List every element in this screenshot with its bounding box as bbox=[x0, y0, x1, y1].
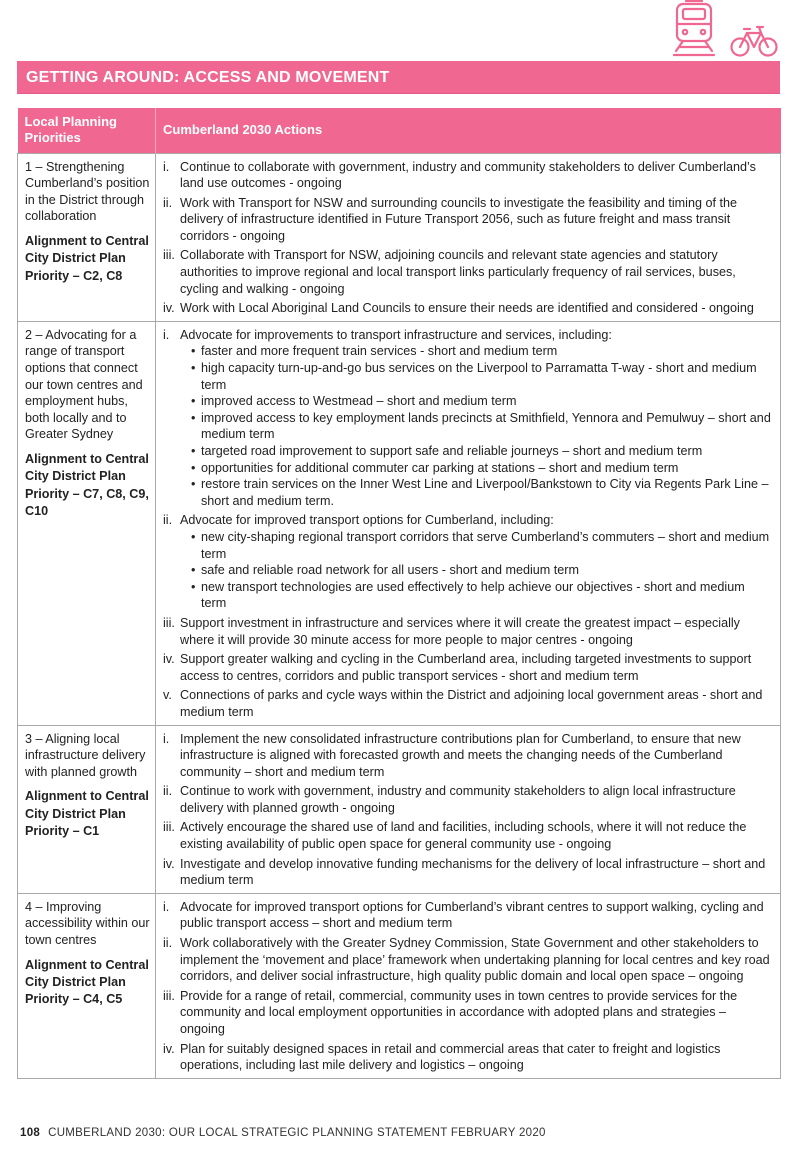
action-bullet: • high capacity turn-up-and-go bus services on the Liverpool to Parramatta T-way - short and medium term bbox=[191, 360, 773, 393]
action-item bbox=[163, 159, 773, 192]
action-item bbox=[163, 819, 773, 852]
table-body bbox=[18, 153, 781, 1078]
action-item bbox=[163, 615, 773, 648]
action-item bbox=[163, 1041, 773, 1074]
action-number: ii. bbox=[163, 195, 173, 210]
action-bullet: • targeted road improvement to support safe and reliable journeys – short and medium term bbox=[191, 443, 773, 460]
actions-cell bbox=[156, 153, 781, 321]
action-text: Support investment in infrastructure and services where it will create the greatest impact – especially where it will provide 30 minute access for more people to major centres - ongoing bbox=[180, 615, 740, 647]
actions-list bbox=[163, 899, 773, 1074]
priority-alignment: Alignment to Central City District Plan Priority – C4, C5 bbox=[25, 957, 149, 1007]
action-item bbox=[163, 899, 773, 932]
action-text: Connections of parks and cycle ways within the District and adjoining local government areas - short and medium term bbox=[180, 688, 763, 719]
action-number: iv. bbox=[163, 652, 175, 667]
priority-title: 2 – Advocating for a range of transport options that connect our town centres and employment hubs, both locally and to Greater Sydney bbox=[25, 327, 143, 442]
action-item bbox=[163, 247, 773, 297]
action-bullet: • new transport technologies are used effectively to help achieve our objectives - short and medium term bbox=[191, 579, 773, 612]
action-text: Work collaboratively with the Greater Sydney Commission, State Government and other stakeholders to implement the ‘movement and place’ framework when undertaking planning for local centres and key road corridors, and deliver social infrastructure, high quality public domain and local open space – ongoing bbox=[180, 936, 770, 984]
section-banner bbox=[17, 61, 780, 94]
table-row bbox=[18, 725, 781, 893]
priority-cell bbox=[18, 321, 156, 725]
actions-cell bbox=[156, 321, 781, 725]
action-text: Support greater walking and cycling in the Cumberland area, including targeted investments to support access to centres, corridors and public transport services - short and medium term bbox=[180, 652, 752, 683]
action-text: Investigate and develop innovative funding mechanisms for the delivery of local infrastructure – short and medium term bbox=[180, 856, 766, 888]
action-item bbox=[163, 512, 773, 612]
action-bullet: • improved access to Westmead – short and medium term bbox=[191, 393, 773, 410]
action-item bbox=[163, 731, 773, 781]
action-text: Work with Local Aboriginal Land Councils to ensure their needs are identified and considered - ongoing bbox=[180, 301, 754, 316]
action-item bbox=[163, 687, 773, 720]
header-local-planning-priorities: Local Planning Priorities bbox=[18, 108, 156, 153]
action-text: Advocate for improved transport options for Cumberland’s vibrant centres to support walking, cycling and public transport access – short and medium term bbox=[180, 899, 764, 931]
action-text: Advocate for improved transport options for Cumberland, including: bbox=[180, 513, 554, 528]
page-number: 108 bbox=[20, 1127, 41, 1139]
action-item bbox=[163, 856, 773, 889]
action-number: i. bbox=[163, 899, 170, 914]
action-number: iv. bbox=[163, 856, 175, 871]
table-row bbox=[18, 321, 781, 725]
action-text: Implement the new consolidated infrastructure contributions plan for Cumberland, to ensure that new infrastructure is aligned with forecasted growth and meets the changing needs of the Cumberland community – short and medium term bbox=[180, 731, 741, 779]
action-number: v. bbox=[163, 688, 172, 703]
actions-cell bbox=[156, 725, 781, 893]
table-row bbox=[18, 153, 781, 321]
action-bullet-list bbox=[180, 343, 773, 509]
action-number: iv. bbox=[163, 301, 175, 316]
actions-cell bbox=[156, 893, 781, 1078]
action-number: ii. bbox=[163, 513, 173, 528]
action-text: Actively encourage the shared use of land and facilities, including schools, where it will not reduce the existing availability of public open space for general community use - ongoing bbox=[180, 820, 747, 852]
priority-cell bbox=[18, 893, 156, 1078]
action-number: iii. bbox=[163, 248, 175, 263]
actions-table bbox=[17, 108, 781, 1079]
priority-alignment: Alignment to Central City District Plan Priority – C1 bbox=[25, 789, 149, 839]
action-number: iv. bbox=[163, 1041, 175, 1056]
priority-title: 3 – Aligning local infrastructure delivery with planned growth bbox=[25, 731, 146, 779]
action-text: Collaborate with Transport for NSW, adjoining councils and relevant state agencies and statutory authorities to improve regional and local transport links particularly frequency of rail services, buses, cycling and walking - ongoing bbox=[180, 248, 736, 296]
action-bullet: • new city-shaping regional transport corridors that serve Cumberland’s commuters – short and medium term bbox=[191, 529, 773, 562]
action-bullet: • opportunities for additional commuter car parking at stations – short and medium term bbox=[191, 460, 773, 477]
action-item bbox=[163, 300, 773, 317]
priority-title: 4 – Improving accessibility within our town centres bbox=[25, 899, 150, 948]
action-item bbox=[163, 783, 773, 816]
action-bullet-list bbox=[180, 529, 773, 612]
actions-list bbox=[163, 159, 773, 317]
page-footer bbox=[20, 1127, 546, 1139]
action-text: Work with Transport for NSW and surrounding councils to investigate the feasibility and timing of the delivery of infrastructure identified in Future Transport 2056, such as future freight and mass transit corridors - ongoing bbox=[180, 195, 737, 243]
action-number: i. bbox=[163, 159, 170, 174]
action-bullet: • safe and reliable road network for all users - short and medium term bbox=[191, 562, 773, 579]
action-bullet: • restore train services on the Inner West Line and Liverpool/Bankstown to City via Regents Park Line – short and medium term. bbox=[191, 476, 773, 509]
action-text: Continue to collaborate with government, industry and community stakeholders to deliver Cumberland’s land use outcomes - ongoing bbox=[180, 159, 756, 191]
priority-alignment: Alignment to Central City District Plan Priority – C2, C8 bbox=[25, 233, 149, 283]
actions-table-wrap bbox=[17, 108, 780, 1079]
action-bullet: • faster and more frequent train services - short and medium term bbox=[191, 343, 773, 360]
footer-title: CUMBERLAND 2030: OUR LOCAL STRATEGIC PLANNING STATEMENT FEBRUARY 2020 bbox=[48, 1127, 546, 1139]
actions-list bbox=[163, 327, 773, 721]
bicycle-icon bbox=[730, 24, 778, 58]
actions-list bbox=[163, 731, 773, 889]
action-item bbox=[163, 651, 773, 684]
section-title: GETTING AROUND: ACCESS AND MOVEMENT bbox=[26, 69, 390, 86]
priority-alignment: Alignment to Central City District Plan Priority – C7, C8, C9, C10 bbox=[25, 452, 149, 519]
priority-cell bbox=[18, 153, 156, 321]
action-number: ii. bbox=[163, 936, 173, 951]
action-number: iii. bbox=[163, 820, 175, 835]
action-number: ii. bbox=[163, 784, 173, 799]
action-text: Advocate for improvements to transport infrastructure and services, including: bbox=[180, 327, 612, 342]
header-cumberland-2030-actions: Cumberland 2030 Actions bbox=[156, 108, 781, 153]
action-number: i. bbox=[163, 731, 170, 746]
action-text: Provide for a range of retail, commercial, community uses in town centres to provide services for the community and local employment opportunities in accordance with adopted plans and strategies – ongoing bbox=[180, 988, 738, 1036]
table-header-row bbox=[18, 108, 781, 153]
action-text: Plan for suitably designed spaces in retail and commercial areas that cater to freight and logistics operations, including last mile delivery and logistics – ongoing bbox=[180, 1041, 721, 1073]
action-number: i. bbox=[163, 327, 170, 342]
table-row bbox=[18, 893, 781, 1078]
action-item bbox=[163, 195, 773, 245]
action-number: iii. bbox=[163, 988, 175, 1003]
action-bullet: • improved access to key employment lands precincts at Smithfield, Yennora and Pemulwuy – short and medium term bbox=[191, 410, 773, 443]
action-item bbox=[163, 327, 773, 510]
action-item bbox=[163, 935, 773, 985]
priority-cell bbox=[18, 725, 156, 893]
action-item bbox=[163, 988, 773, 1038]
action-text: Continue to work with government, industry and community stakeholders to align local infrastructure delivery with planned growth - ongoing bbox=[180, 784, 736, 815]
action-number: iii. bbox=[163, 615, 175, 630]
priority-title: 1 – Strengthening Cumberland’s position in the District through collaboration bbox=[25, 159, 150, 224]
